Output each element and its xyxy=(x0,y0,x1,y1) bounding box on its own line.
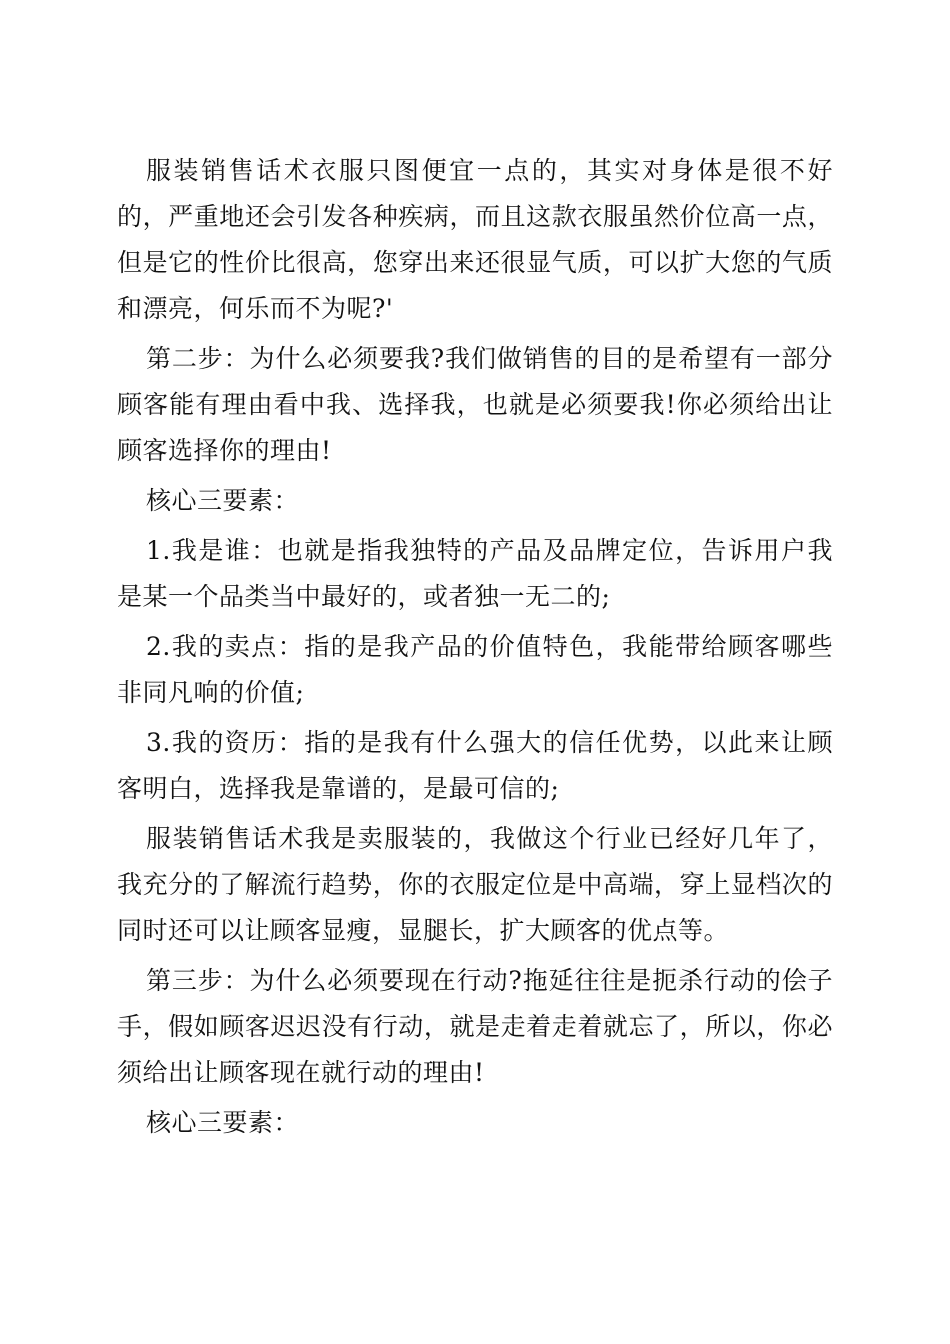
paragraph-item-2: 2.我的卖点：指的是我产品的价值特色，我能带给顾客哪些非同凡响的价值; xyxy=(117,632,833,707)
paragraph-core-elements-heading: 核心三要素： xyxy=(146,486,300,515)
paragraph-item-3: 3.我的资历：指的是我有什么强大的信任优势，以此来让顾客明白，选择我是靠谱的，是最可信的; xyxy=(117,728,833,803)
paragraph-step-two: 第二步：为什么必须要我?我们做销售的目的是希望有一部分顾客能有理由看中我、选择我，也就是必须要我!你必须给出让顾客选择你的理由! xyxy=(117,344,833,465)
paragraph-core-elements-heading-2: 核心三要素： xyxy=(146,1108,300,1137)
paragraph-intro: 服装销售话术衣服只图便宜一点的，其实对身体是很不好的，严重地还会引发各种疾病，而且这款衣服虽然价位高一点，但是它的性价比很高，您穿出来还很显气质，可以扩大您的气质和漂亮，何乐而不为呢?' xyxy=(117,156,833,323)
paragraph-item-1: 1.我是谁：也就是指我独特的产品及品牌定位，告诉用户我是某一个品类当中最好的，或者独一无二的; xyxy=(117,536,833,611)
document-page xyxy=(117,148,833,1150)
paragraph-step-three: 第三步：为什么必须要现在行动?拖延往往是扼杀行动的侩子手，假如顾客迟迟没有行动，就是走着走着就忘了，所以，你必须给出让顾客现在就行动的理由! xyxy=(117,966,833,1087)
paragraph-sales-pitch: 服装销售话术我是卖服装的，我做这个行业已经好几年了，我充分的了解流行趋势，你的衣服定位是中高端，穿上显档次的同时还可以让顾客显瘦，显腿长，扩大顾客的优点等。 xyxy=(117,824,833,945)
